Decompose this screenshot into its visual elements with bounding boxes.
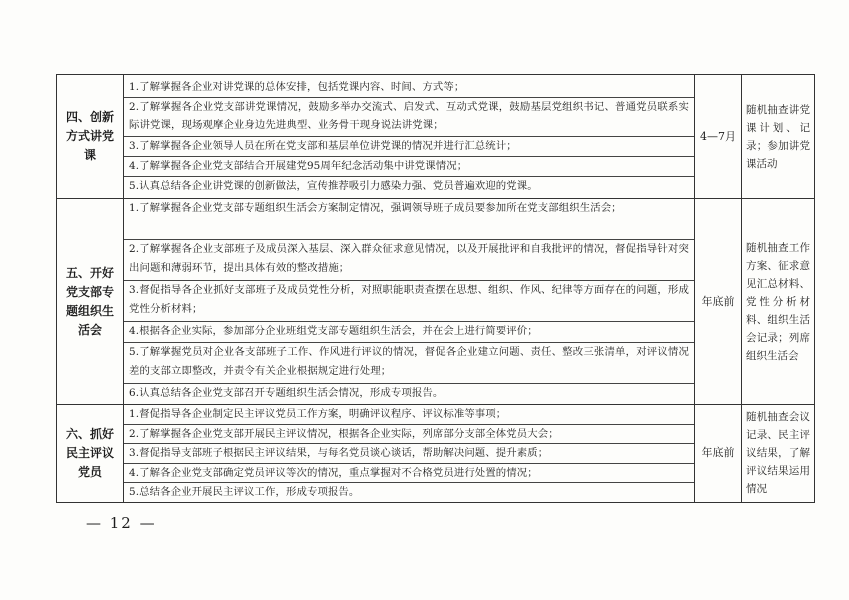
list-item: 4.了解掌握各企业党支部结合开展建党95周年纪念活动集中讲党课情况； <box>124 157 694 177</box>
list-item: 3.督促指导各企业抓好支部班子及成员党性分析，对照职能职责查摆在思想、组织、作风、纪律等方面存在的问题，形成党性分析材料； <box>124 281 694 322</box>
section-category: 六、抓好民主评议党员 <box>57 405 124 503</box>
section-category: 四、创新方式讲党课 <box>57 75 124 199</box>
list-item: 1.督促指导各企业制定民主评议党员工作方案，明确评议程序、评议标准等事项； <box>124 405 694 425</box>
list-item: 2.了解掌握各企业支部班子及成员深入基层、深入群众征求意见情况，以及开展批评和自我批评的情况，督促指导针对突出问题和薄弱环节，提出具体有效的整改措施； <box>124 240 694 281</box>
list-item: 5.了解掌握党员对企业各支部班子工作、作风进行评议的情况，督促各企业建立问题、责任、整改三张清单，对评议情况差的支部立即整改，并责令有关企业根据规定进行处理； <box>124 343 694 384</box>
list-item: 4.了解各企业党支部确定党员评议等次的情况，重点掌握对不合格党员进行处置的情况； <box>124 464 694 484</box>
section-time: 年底前 <box>695 199 742 405</box>
section-items <box>124 405 695 503</box>
section-method: 随机抽查讲党课计划、记录；参加讲党课活动 <box>742 75 815 199</box>
list-item: 1.了解掌握各企业对讲党课的总体安排，包括党课内容、时间、方式等； <box>124 78 694 98</box>
list-item: 1.了解掌握各企业党支部专题组织生活会方案制定情况，强调领导班子成员要参加所在党支部组织生活会； <box>124 199 694 240</box>
list-item: 3.了解掌握各企业领导人员在所在党支部和基层单位讲党课的情况并进行汇总统计； <box>124 137 694 157</box>
list-item: 4.根据各企业实际，参加部分企业班组党支部专题组织生活会，并在会上进行简要评价； <box>124 322 694 343</box>
section-time: 年底前 <box>695 405 742 503</box>
section-row <box>57 199 815 405</box>
section-time: 4—7月 <box>695 75 742 199</box>
work-plan-table <box>56 74 815 503</box>
list-item: 2.了解掌握各企业党支部开展民主评议情况，根据各企业实际，列席部分支部全体党员大会； <box>124 425 694 445</box>
list-item: 3.督促指导支部班子根据民主评议结果，与每名党员谈心谈话，帮助解决问题、提升素质； <box>124 444 694 464</box>
page-number: — 12 — <box>86 514 157 532</box>
list-item: 5.认真总结各企业讲党课的创新做法，宣传推荐吸引力感染力强、党员普遍欢迎的党课。 <box>129 179 538 192</box>
section-items <box>124 199 695 405</box>
section-method: 随机抽查会议记录、民主评议结果，了解评议结果运用情况 <box>742 405 815 503</box>
section-items <box>124 75 695 199</box>
section-row <box>57 405 815 503</box>
section-method: 随机抽查工作方案、征求意见汇总材料、党性分析材料、组织生活会记录；列席组织生活会 <box>742 199 815 405</box>
list-item: 5.总结各企业开展民主评议工作，形成专项报告。 <box>129 486 360 498</box>
list-item: 2.了解掌握各企业党支部讲党课情况，鼓励多举办交流式、启发式、互动式党课，鼓励基层党组织书记、普通党员联系实际讲党课，现场观摩企业身边先进典型、业务骨干现身说法讲党课； <box>124 98 694 137</box>
list-item: 6.认真总结各企业党支部召开专题组织生活会情况，形成专项报告。 <box>129 387 444 399</box>
section-row <box>57 75 815 199</box>
section-category: 五、开好党支部专题组织生活会 <box>57 199 124 405</box>
